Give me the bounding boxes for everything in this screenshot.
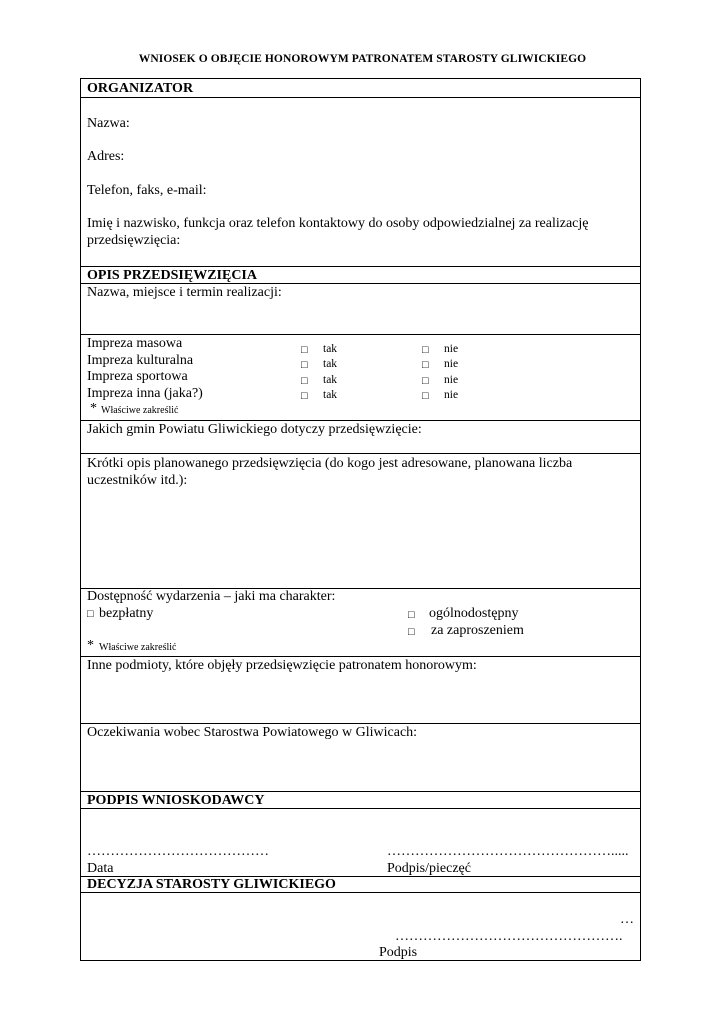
checkbox-icon[interactable]: □ bbox=[301, 375, 308, 387]
other-patrons-label: Inne podmioty, które objęły przedsięwzięcie patronatem honorowym: bbox=[87, 658, 477, 673]
short-description-label-cont: uczestników itd.): bbox=[87, 473, 188, 488]
expectations-label: Oczekiwania wobec Starostwa Powiatowego w Gliwicach: bbox=[87, 725, 418, 740]
decision-dotted-line: …………………………………………. bbox=[395, 929, 623, 944]
divider bbox=[81, 723, 640, 724]
divider bbox=[81, 97, 640, 98]
option-yes: tak bbox=[323, 374, 338, 386]
decision-heading: DECYZJA STAROSTY GLIWICKIEGO bbox=[87, 877, 336, 892]
divider bbox=[81, 266, 640, 267]
checkbox-icon[interactable]: □ bbox=[301, 344, 308, 356]
option-free: bezpłatny bbox=[99, 606, 154, 621]
option-no: nie bbox=[444, 389, 459, 401]
divider bbox=[81, 334, 640, 335]
signature-label: Podpis/pieczęć bbox=[387, 861, 471, 876]
decision-signature-label: Podpis bbox=[379, 945, 418, 960]
communes-label: Jakich gmin Powiatu Gliwickiego dotyczy przedsięwzięcie: bbox=[87, 422, 422, 437]
option-public: ogólnodostępny bbox=[429, 606, 519, 621]
checkbox-icon[interactable]: □ bbox=[301, 359, 308, 371]
organizer-name-label: Nazwa: bbox=[87, 116, 130, 131]
checkbox-icon[interactable]: □ bbox=[422, 359, 429, 371]
divider bbox=[81, 420, 640, 421]
signature-dotted-line: …………………………………………..... bbox=[387, 844, 629, 859]
divider bbox=[81, 453, 640, 454]
checkbox-icon[interactable]: □ bbox=[422, 344, 429, 356]
organizer-heading: ORGANIZATOR bbox=[87, 81, 194, 96]
divider bbox=[81, 791, 640, 792]
event-type-label: Impreza inna (jaka?) bbox=[87, 386, 203, 401]
application-form bbox=[80, 78, 641, 961]
organizer-person-label: Imię i nazwisko, funkcja oraz telefon kontaktowy do osoby odpowiedzialnej za realizację bbox=[87, 216, 589, 231]
signature-heading: PODPIS WNIOSKODAWCY bbox=[87, 793, 265, 808]
organizer-contact-label: Telefon, faks, e-mail: bbox=[87, 183, 207, 198]
option-invite: za zaproszeniem bbox=[431, 623, 524, 638]
availability-label: Dostępność wydarzenia – jaki ma charakter: bbox=[87, 589, 336, 604]
option-no: nie bbox=[444, 343, 459, 355]
decision-ellipsis: … bbox=[620, 912, 634, 927]
name-place-term-label: Nazwa, miejsce i termin realizacji: bbox=[87, 285, 282, 300]
option-yes: tak bbox=[323, 358, 338, 370]
organizer-person-label-cont: przedsięwzięcia: bbox=[87, 233, 181, 248]
organizer-address-label: Adres: bbox=[87, 149, 125, 164]
description-heading: OPIS PRZEDSIĘWZIĘCIA bbox=[87, 268, 257, 283]
checkbox-icon[interactable]: □ bbox=[422, 390, 429, 402]
option-yes: tak bbox=[323, 389, 338, 401]
note-text: Właściwe zakreślić bbox=[101, 405, 179, 416]
checkbox-icon[interactable]: □ bbox=[408, 609, 415, 621]
divider bbox=[81, 656, 640, 657]
note-asterisk: * bbox=[90, 401, 97, 416]
event-type-label: Impreza masowa bbox=[87, 336, 183, 351]
note-text: Właściwe zakreślić bbox=[99, 642, 177, 653]
event-type-label: Impreza kulturalna bbox=[87, 353, 194, 368]
option-no: nie bbox=[444, 358, 459, 370]
date-label: Data bbox=[87, 861, 114, 876]
checkbox-icon[interactable]: □ bbox=[422, 375, 429, 387]
note-asterisk: * bbox=[87, 638, 94, 653]
short-description-label: Krótki opis planowanego przedsięwzięcia (do kogo jest adresowane, planowana liczba bbox=[87, 456, 573, 471]
document-title: WNIOSEK O OBJĘCIE HONOROWYM PATRONATEM STAROSTY GLIWICKIEGO bbox=[138, 53, 587, 65]
event-type-label: Impreza sportowa bbox=[87, 369, 188, 384]
checkbox-icon[interactable]: □ bbox=[408, 626, 415, 638]
option-no: nie bbox=[444, 374, 459, 386]
option-yes: tak bbox=[323, 343, 338, 355]
checkbox-icon[interactable]: □ bbox=[301, 390, 308, 402]
date-dotted-line: ………………………………… bbox=[87, 844, 269, 859]
checkbox-icon[interactable]: □ bbox=[87, 608, 94, 620]
